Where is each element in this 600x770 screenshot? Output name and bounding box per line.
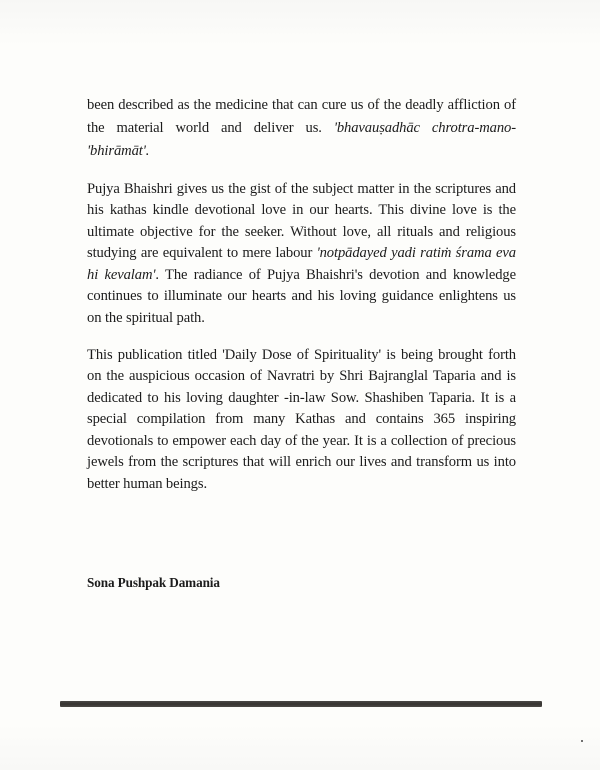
sanskrit-quote-2: 'notpādayed yadi ratiṁ śrama eva hi kevalam': [87, 245, 516, 283]
author-signature: Sona Pushpak Damania: [87, 575, 220, 590]
paragraph-2: [87, 179, 516, 330]
body-text: [87, 94, 516, 495]
paragraph-3-text: This publication titled 'Daily Dose of Spirituality' is being brought forth on the auspicious occasion of Navratri by Shri Bajranglal Taparia and is dedicated to his loving daughter -in-law Sow. Shashiben Taparia. It is a special compilation from many Kathas and contains 365 inspiring devotionals to empower each day of the year. It is a collection of precious jewels from the scriptures that will enrich our lives and transform us into better human beings.: [87, 346, 516, 492]
paragraph-1: [87, 94, 516, 163]
paragraph-3: [87, 345, 516, 496]
scan-speck: [581, 740, 583, 742]
footer-divider: [60, 701, 542, 707]
paragraph-2-text-a: Pujya Bhaishri gives us the gist of the subject matter in the scriptures and his kathas kindle devotional love in our hearts. This divine love is the ultimate objective for the seeker. Without love, all rituals and religious studying are equivalent to mere labour: [87, 180, 516, 261]
sanskrit-quote-1: 'bhavauṣadhāc chrotra-mano-'bhirāmāt'.: [87, 120, 516, 159]
paragraph-2-text-b: . The radiance of Pujya Bhaishri's devotion and knowledge continues to illuminate our hearts and his loving guidance enlightens us on the spiritual path.: [87, 266, 516, 326]
paragraph-1-text: been described as the medicine that can cure us of the deadly affliction of the material world and deliver us.: [87, 97, 516, 136]
